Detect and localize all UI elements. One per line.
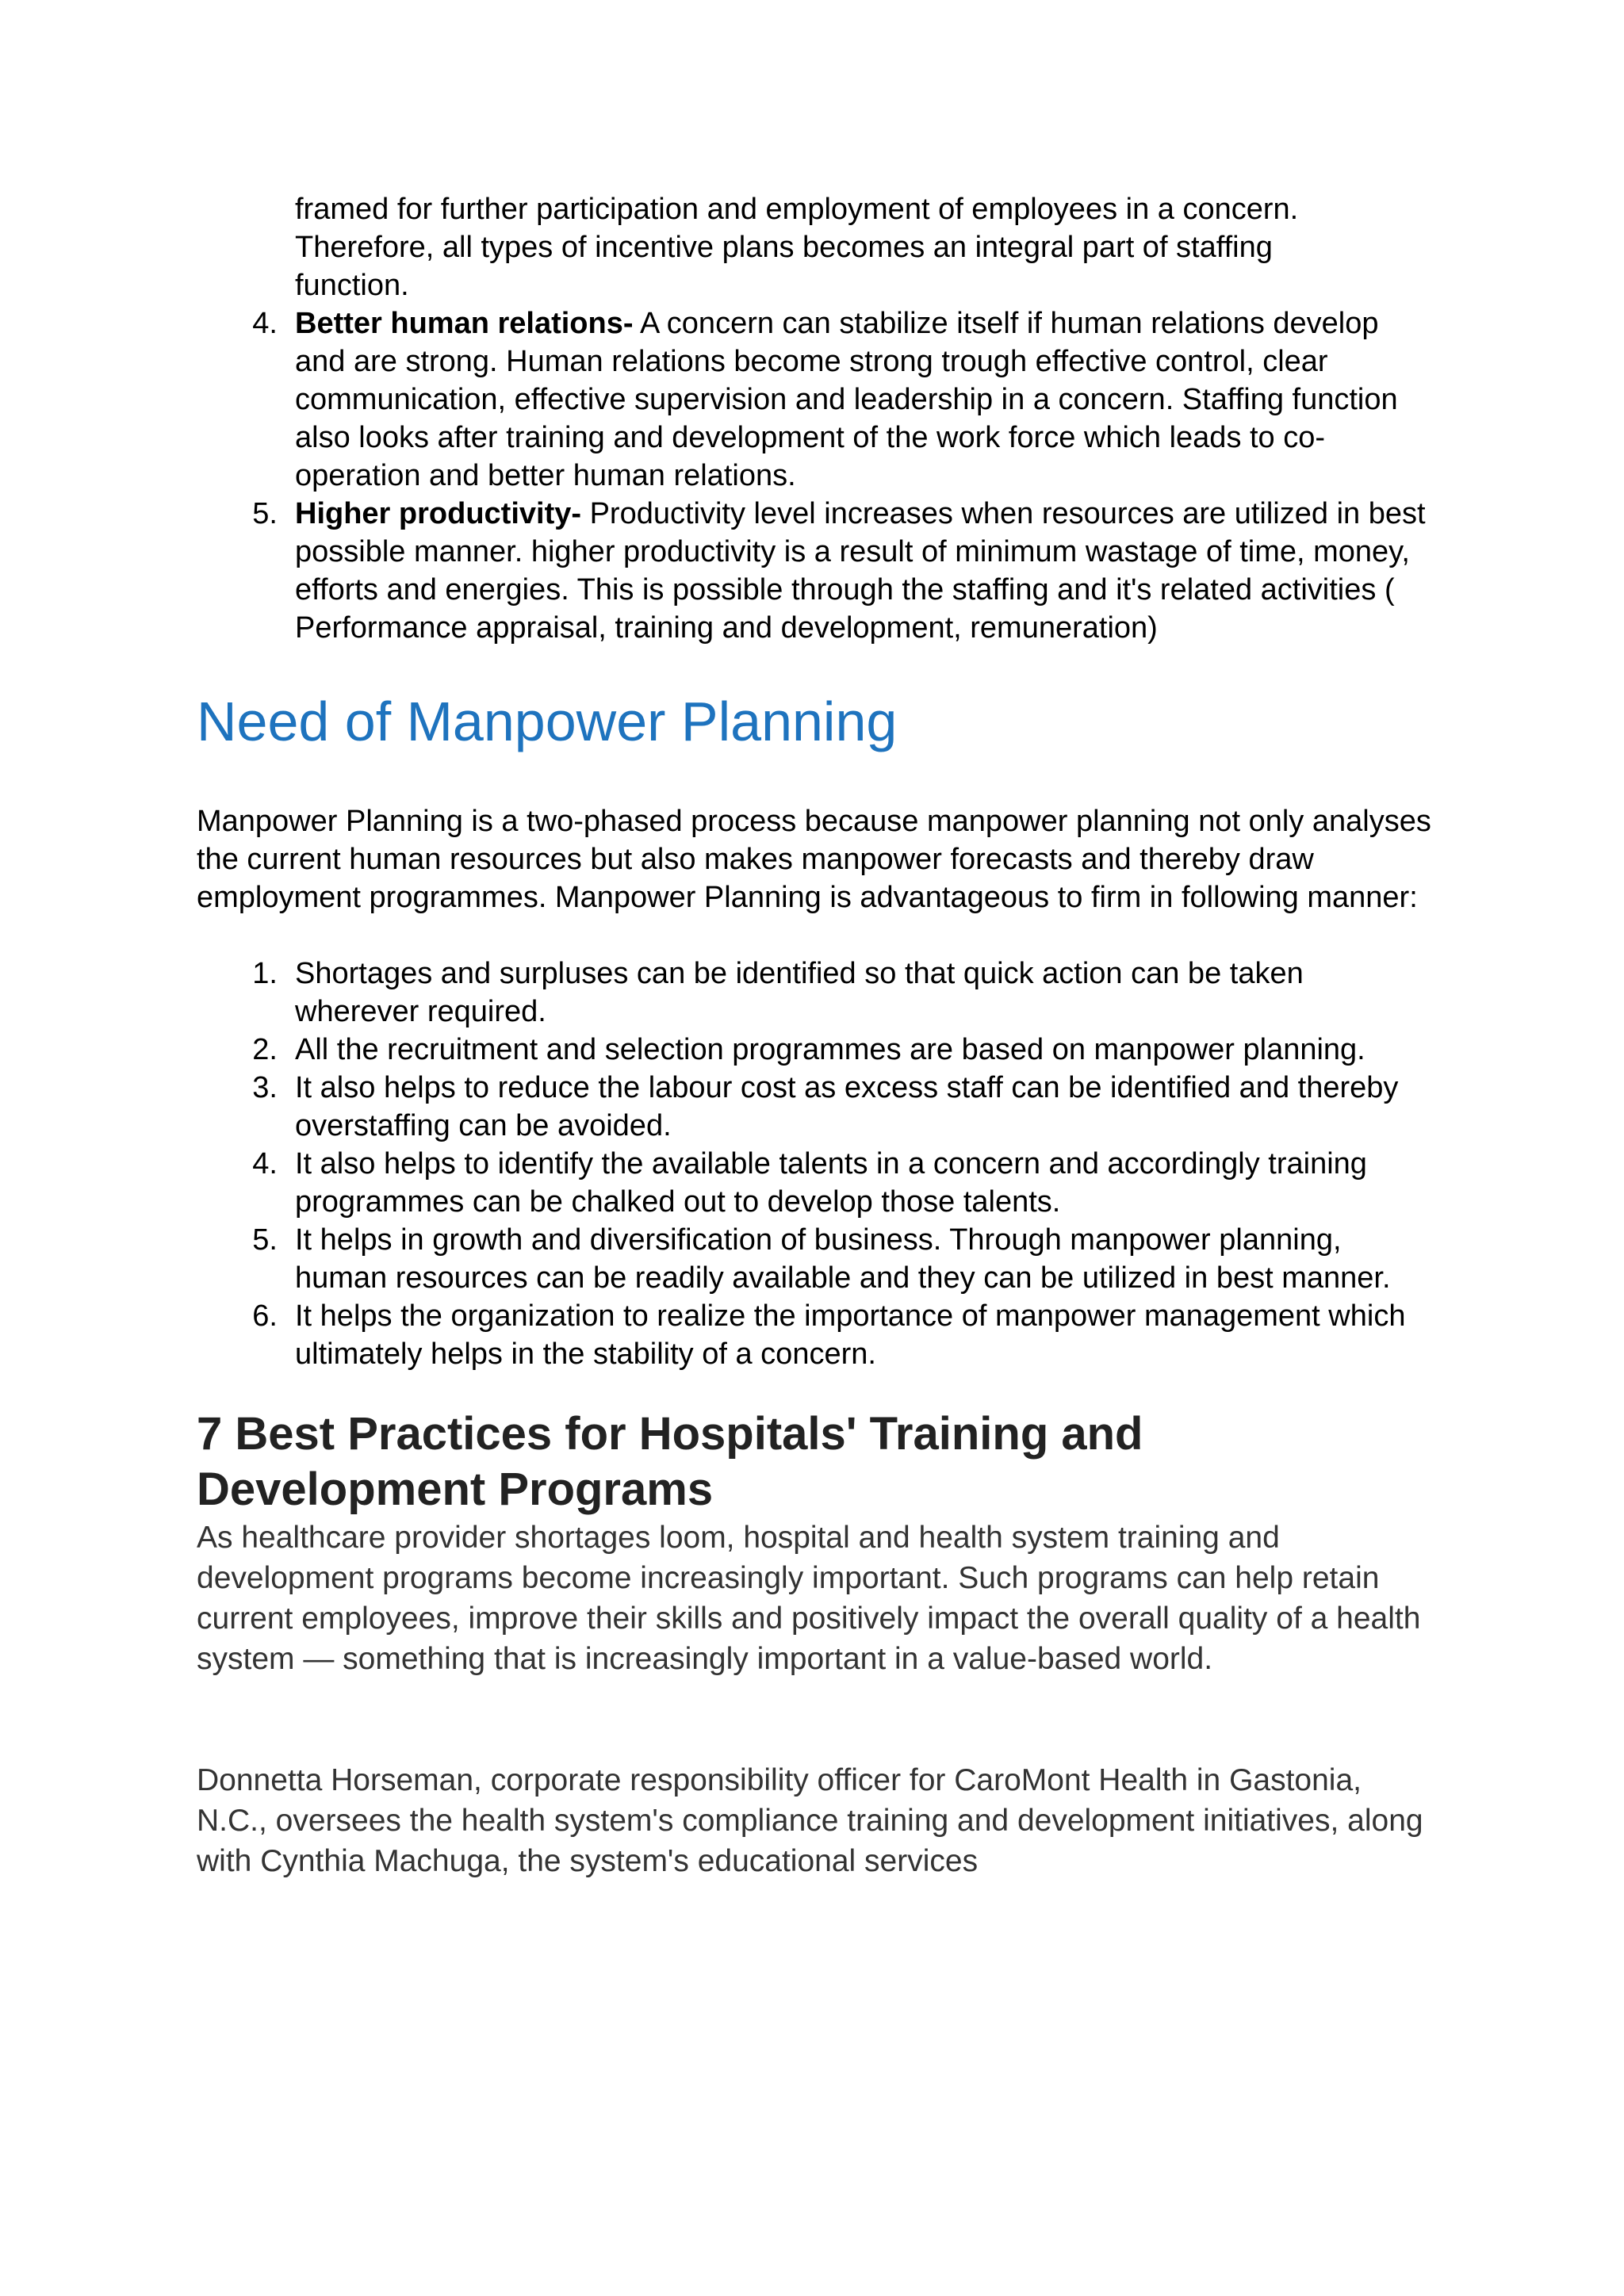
best-practices-paragraph: Donnetta Horseman, corporate responsibility officer for CaroMont Health in Gastonia, N.C., oversees the health system's compliance training and development initiatives, along with Cynthia Machuga, the system's educational services bbox=[197, 1763, 1423, 1878]
list-item-title: Better human relations- bbox=[295, 307, 634, 340]
section-heading-manpower: Need of Manpower Planning bbox=[197, 691, 898, 752]
list-number: 4. bbox=[252, 1147, 278, 1181]
continuation-line: function. bbox=[295, 269, 409, 302]
list-number: 2. bbox=[252, 1033, 278, 1066]
list-item-text: All the recruitment and selection programmes are based on manpower planning. bbox=[295, 1033, 1365, 1066]
list-item-text: Shortages and surpluses can be identified so that quick action can be taken wherever required. bbox=[295, 957, 1304, 1028]
list-item bbox=[197, 1031, 1434, 1069]
list-item-text: A concern can stabilize itself if human relations develop and are strong. Human relations become strong trough effective control, clear communication, effective supervision and leadership in a concern. Staffing function also looks after training and development of the work force which leads to co-operation and better human relations. bbox=[295, 307, 1398, 492]
manpower-intro-paragraph: Manpower Planning is a two-phased process because manpower planning not only analyses the current human resources but also makes manpower forecasts and thereby draw employment programmes. Manpower Planning is advantageous to firm in following manner: bbox=[197, 805, 1431, 914]
list-number: 6. bbox=[252, 1299, 278, 1333]
list-item bbox=[197, 304, 1434, 495]
list-item-text: It also helps to reduce the labour cost as excess staff can be identified and thereby overstaffing can be avoided. bbox=[295, 1071, 1399, 1142]
list-number: 3. bbox=[252, 1071, 278, 1104]
list-item bbox=[197, 1297, 1434, 1373]
list-number: 1. bbox=[252, 957, 278, 990]
manpower-advantages-list bbox=[197, 955, 1434, 1373]
list-item bbox=[197, 1145, 1434, 1221]
best-practices-paragraph: As healthcare provider shortages loom, hospital and health system training and development programs become increasingly important. Such programs can help retain current employees, improve their skills and positively impact the overall quality of a health system — something that is increasingly important in a value-based world. bbox=[197, 1521, 1421, 1676]
heading-line: 7 Best Practices for Hospitals' Training and bbox=[197, 1408, 1143, 1460]
document-page bbox=[197, 190, 1434, 1881]
list-number: 5. bbox=[252, 497, 278, 530]
list-item bbox=[197, 495, 1434, 647]
section-heading-best-practices bbox=[197, 1406, 1434, 1517]
list-item-text: Productivity level increases when resources are utilized in best possible manner. higher productivity is a result of minimum wastage of time, money, efforts and energies. This is possible through the staffing and it's related activities ( Performance appraisal, training and development, remuneration) bbox=[295, 497, 1426, 645]
list-item bbox=[197, 955, 1434, 1031]
list-number: 4. bbox=[252, 307, 278, 340]
heading-line: Development Programs bbox=[197, 1464, 714, 1515]
list-item-text: It helps the organization to realize the importance of manpower management which ultimately helps in the stability of a concern. bbox=[295, 1299, 1406, 1371]
list-item-title: Higher productivity- bbox=[295, 497, 582, 530]
staffing-importance-list bbox=[197, 304, 1434, 647]
continuation-text bbox=[197, 190, 1434, 304]
list-number: 5. bbox=[252, 1223, 278, 1257]
continuation-line: framed for further participation and employment of employees in a concern. bbox=[295, 193, 1299, 226]
continuation-line: Therefore, all types of incentive plans becomes an integral part of staffing bbox=[295, 231, 1273, 264]
list-item bbox=[197, 1069, 1434, 1145]
list-item-text: It helps in growth and diversification of business. Through manpower planning, human resources can be readily available and they can be utilized in best manner. bbox=[295, 1223, 1391, 1295]
list-item-text: It also helps to identify the available talents in a concern and accordingly training programmes can be chalked out to develop those talents. bbox=[295, 1147, 1367, 1219]
list-item bbox=[197, 1221, 1434, 1297]
